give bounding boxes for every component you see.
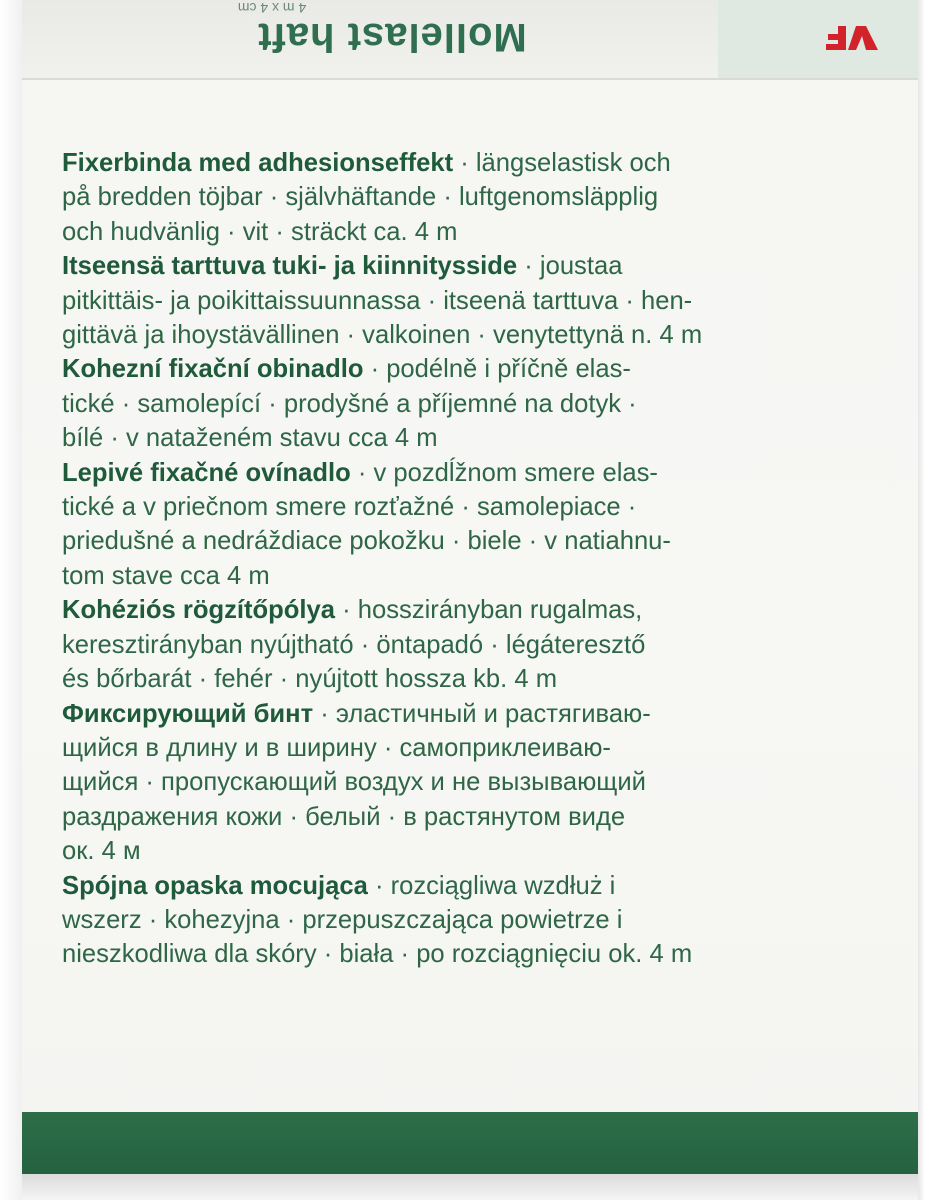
flap-product-title: Mollelast haft xyxy=(257,15,527,59)
entry-text: på bredden töjbar · självhäftande · luftgenomsläpplig xyxy=(62,183,659,212)
text-line xyxy=(62,180,892,214)
entry-text: · längselastisk och xyxy=(453,149,671,177)
text-line xyxy=(62,834,892,868)
text-line xyxy=(62,456,892,490)
text-line xyxy=(62,215,892,249)
green-bottom-band xyxy=(22,1112,918,1174)
product-description-text xyxy=(62,146,892,972)
entry-text: wszerz · kohezyjna · przepuszczająca powietrze i xyxy=(62,905,623,934)
description-entry xyxy=(62,352,892,455)
text-line xyxy=(62,937,892,971)
text-line xyxy=(62,593,892,627)
entry-heading: Fixerbinda med adhesionseffekt xyxy=(62,149,454,177)
entry-text: pitkittäis- ja poikittaissuunnassa · itseenä tarttuva · hen- xyxy=(62,286,693,315)
text-line xyxy=(62,387,892,421)
entry-heading: Lepivé fixačné ovínadlo xyxy=(62,458,351,487)
entry-text: · rozciągliwa wzdłuż i xyxy=(367,871,616,900)
flap-subtitle: 4 m x 4 cm xyxy=(237,0,307,16)
entry-heading: Фиксирующий бинт xyxy=(62,699,314,728)
description-entry xyxy=(62,249,892,352)
entry-text: · hosszirányban rugalmas, xyxy=(335,596,643,625)
text-line xyxy=(62,765,892,799)
entry-text: och hudvänlig · vit · sträckt ca. 4 m xyxy=(62,217,458,246)
text-line xyxy=(62,146,892,180)
text-line xyxy=(62,284,892,318)
entry-text: tom stave cca 4 m xyxy=(62,561,270,590)
entry-text: · v pozdĺžnom smere elas- xyxy=(350,458,658,487)
top-flap xyxy=(22,0,918,80)
description-entry xyxy=(62,869,892,972)
description-entry xyxy=(62,697,892,869)
box-face xyxy=(22,0,918,1160)
text-line xyxy=(62,903,892,937)
background-left-edge xyxy=(0,0,22,1200)
text-line xyxy=(62,352,892,386)
text-line xyxy=(62,490,892,524)
description-entry xyxy=(62,593,892,696)
flap-logo-panel xyxy=(718,0,918,78)
entry-text: · podélně i příčně elas- xyxy=(363,355,631,384)
entry-heading: Itseensä tarttuva tuki- ja kiinnitysside xyxy=(62,252,518,281)
entry-heading: Kohezní fixační obinadlo xyxy=(62,355,364,384)
text-line xyxy=(62,249,892,283)
text-line xyxy=(62,559,892,593)
background-right-edge xyxy=(918,0,925,1200)
text-line xyxy=(62,800,892,834)
entry-text: tické · samolepící · prodyšné a příjemné na dotyk · xyxy=(62,389,637,418)
entry-text: раздражения кожи · белый · в растянутом виде xyxy=(62,802,626,831)
entry-text: és bőrbarát · fehér · nyújtott hossza kb. 4 m xyxy=(62,665,558,694)
entry-heading: Kohéziós rögzítőpólya xyxy=(62,596,336,625)
text-line xyxy=(62,697,892,731)
text-line xyxy=(62,318,892,352)
text-line xyxy=(62,421,892,455)
entry-heading: Spójna opaska mocująca xyxy=(62,871,368,900)
entry-text: gittävä ja ihoystävällinen · valkoinen · venytettynä n. 4 m xyxy=(62,321,703,350)
entry-text: nieszkodliwa dla skóry · biała · po rozciągnięciu ok. 4 m xyxy=(62,940,693,969)
entry-text: · эластичный и растягиваю- xyxy=(313,699,651,728)
entry-text: ок. 4 м xyxy=(62,837,141,866)
text-line xyxy=(62,662,892,696)
description-entry xyxy=(62,456,892,594)
entry-text: priedušné a nedráždiace pokožku · biele · v natiahnu- xyxy=(62,527,671,556)
entry-text: tické a v priečnom smere rozťažné · samolepiace · xyxy=(62,493,637,522)
entry-text: keresztirányban nyújtható · öntapadó · légáteresztő xyxy=(62,630,646,659)
brand-logo-icon xyxy=(822,18,882,58)
text-line xyxy=(62,869,892,903)
entry-text: · joustaa xyxy=(517,252,623,281)
text-line xyxy=(62,731,892,765)
text-line xyxy=(62,628,892,662)
description-entry xyxy=(62,146,892,249)
bottom-shadow xyxy=(22,1174,918,1200)
entry-text: bílé · v nataženém stavu cca 4 m xyxy=(62,424,438,453)
entry-text: щийся · пропускающий воздух и не вызывающий xyxy=(62,768,646,797)
text-line xyxy=(62,524,892,558)
entry-text: щийся в длину и в ширину · самоприклеиваю- xyxy=(62,733,611,762)
